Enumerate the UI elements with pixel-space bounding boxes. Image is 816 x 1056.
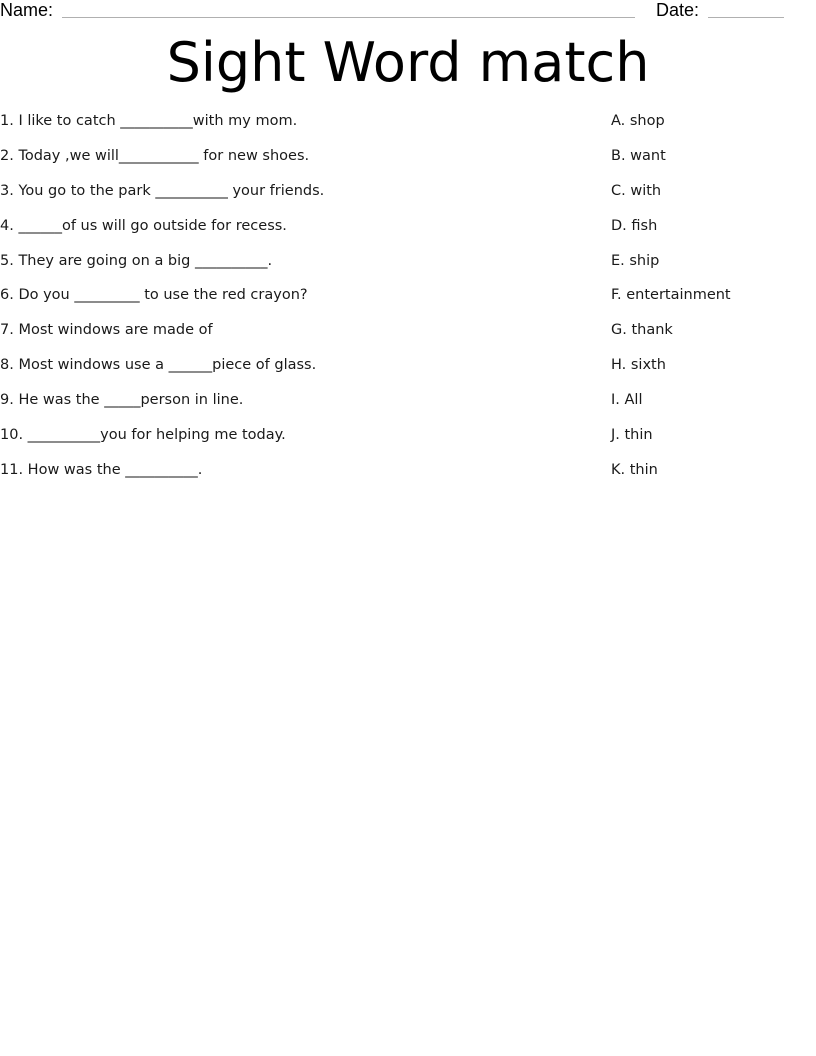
question-item: 11. How was the __________. xyxy=(0,461,203,478)
question-item: 8. Most windows use a ______piece of glass. xyxy=(0,357,317,374)
answer-list xyxy=(611,111,811,495)
worksheet-header xyxy=(0,0,816,24)
answer-item: C. with xyxy=(611,182,662,199)
name-label: Name: xyxy=(0,0,54,20)
date-field-line xyxy=(708,17,784,18)
answer-item: D. fish xyxy=(611,217,658,234)
question-item: 4. ______of us will go outside for recess. xyxy=(0,217,287,234)
answer-item: H. sixth xyxy=(611,357,666,374)
question-item: 10. __________you for helping me today. xyxy=(0,427,286,444)
question-item: 9. He was the _____person in line. xyxy=(0,392,244,409)
question-item: 7. Most windows are made of xyxy=(0,322,213,339)
date-label: Date: xyxy=(656,0,700,20)
answer-item: G. thank xyxy=(611,322,673,339)
question-list xyxy=(0,111,600,495)
name-field-line xyxy=(62,17,635,18)
answer-item: B. want xyxy=(611,147,666,164)
question-item: 5. They are going on a big __________. xyxy=(0,252,273,269)
answer-item: K. thin xyxy=(611,461,658,478)
answer-item: E. ship xyxy=(611,252,660,269)
question-item: 1. I like to catch __________with my mom. xyxy=(0,113,298,129)
page-title: Sight Word match xyxy=(166,31,650,94)
question-item: 2. Today ,we will___________ for new shoes. xyxy=(0,147,310,164)
question-item: 6. Do you _________ to use the red crayon? xyxy=(0,287,308,304)
question-item: 3. You go to the park __________ your friends. xyxy=(0,182,325,199)
answer-item: F. entertainment xyxy=(611,287,731,304)
answer-item: I. All xyxy=(611,392,643,409)
answer-item: J. thin xyxy=(611,427,653,444)
answer-item: A. shop xyxy=(611,113,665,129)
